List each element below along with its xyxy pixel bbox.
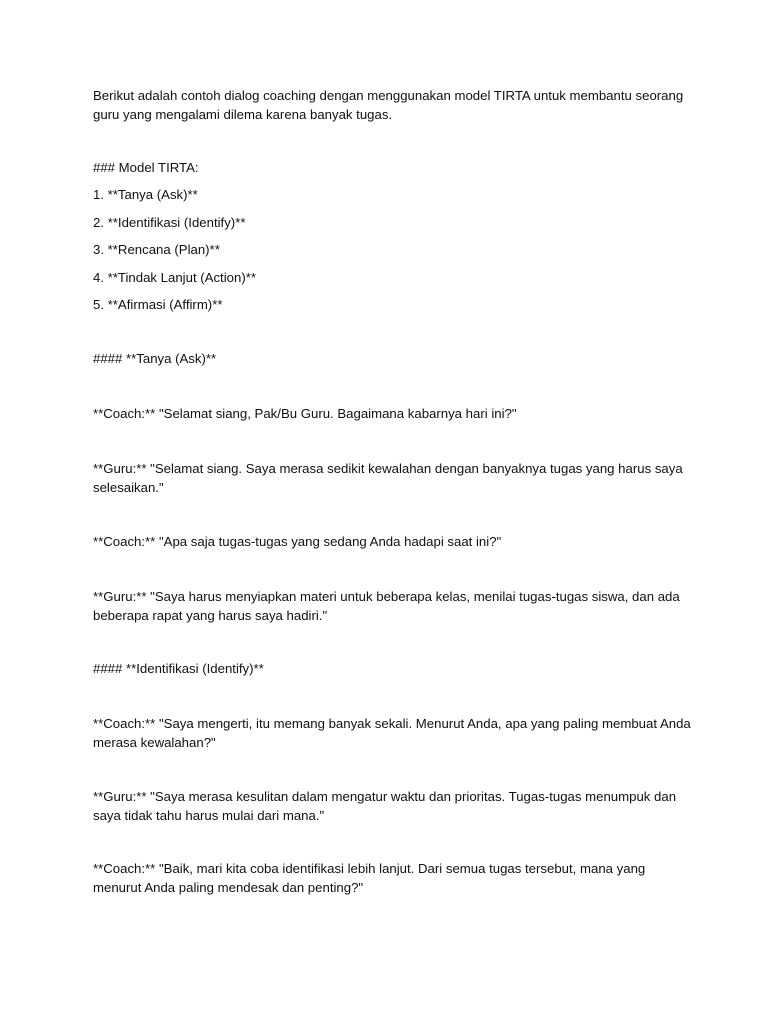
section-identify-heading: #### **Identifikasi (Identify)** xyxy=(93,661,264,676)
intro-paragraph: Berikut adalah contoh dialog coaching dengan menggunakan model TIRTA untuk membantu seorang guru yang mengalami dilema karena banyak tugas. xyxy=(93,88,684,122)
section-ask-heading: #### **Tanya (Ask)** xyxy=(93,351,217,366)
model-item-plan: 3. **Rencana (Plan)** xyxy=(93,242,220,257)
model-heading: ### Model TIRTA: xyxy=(93,160,199,175)
model-item-ask: 1. **Tanya (Ask)** xyxy=(93,187,198,202)
model-item-affirm: 5. **Afirmasi (Affirm)** xyxy=(93,297,223,312)
model-item-identify: 2. **Identifikasi (Identify)** xyxy=(93,215,246,230)
dialog-line: **Coach:** "Apa saja tugas-tugas yang sedang Anda hadapi saat ini?" xyxy=(93,534,502,549)
dialog-line: **Coach:** "Baik, mari kita coba identifikasi lebih lanjut. Dari semua tugas tersebut, mana yang menurut Anda paling mendesak dan penting?" xyxy=(93,861,646,895)
model-item-action: 4. **Tindak Lanjut (Action)** xyxy=(93,270,256,285)
dialog-line: **Coach:** "Selamat siang, Pak/Bu Guru. Bagaimana kabarnya hari ini?" xyxy=(93,406,517,421)
dialog-line: **Guru:** "Saya merasa kesulitan dalam mengatur waktu dan prioritas. Tugas-tugas menumpuk dan saya tidak tahu harus mulai dari mana." xyxy=(93,789,677,823)
dialog-line: **Guru:** "Selamat siang. Saya merasa sedikit kewalahan dengan banyaknya tugas yang harus saya selesaikan." xyxy=(93,461,683,495)
dialog-line: **Coach:** "Saya mengerti, itu memang banyak sekali. Menurut Anda, apa yang paling membuat Anda merasa kewalahan?" xyxy=(93,716,691,750)
dialog-line: **Guru:** "Saya harus menyiapkan materi untuk beberapa kelas, menilai tugas-tugas siswa, dan ada beberapa rapat yang harus saya hadiri." xyxy=(93,589,680,623)
